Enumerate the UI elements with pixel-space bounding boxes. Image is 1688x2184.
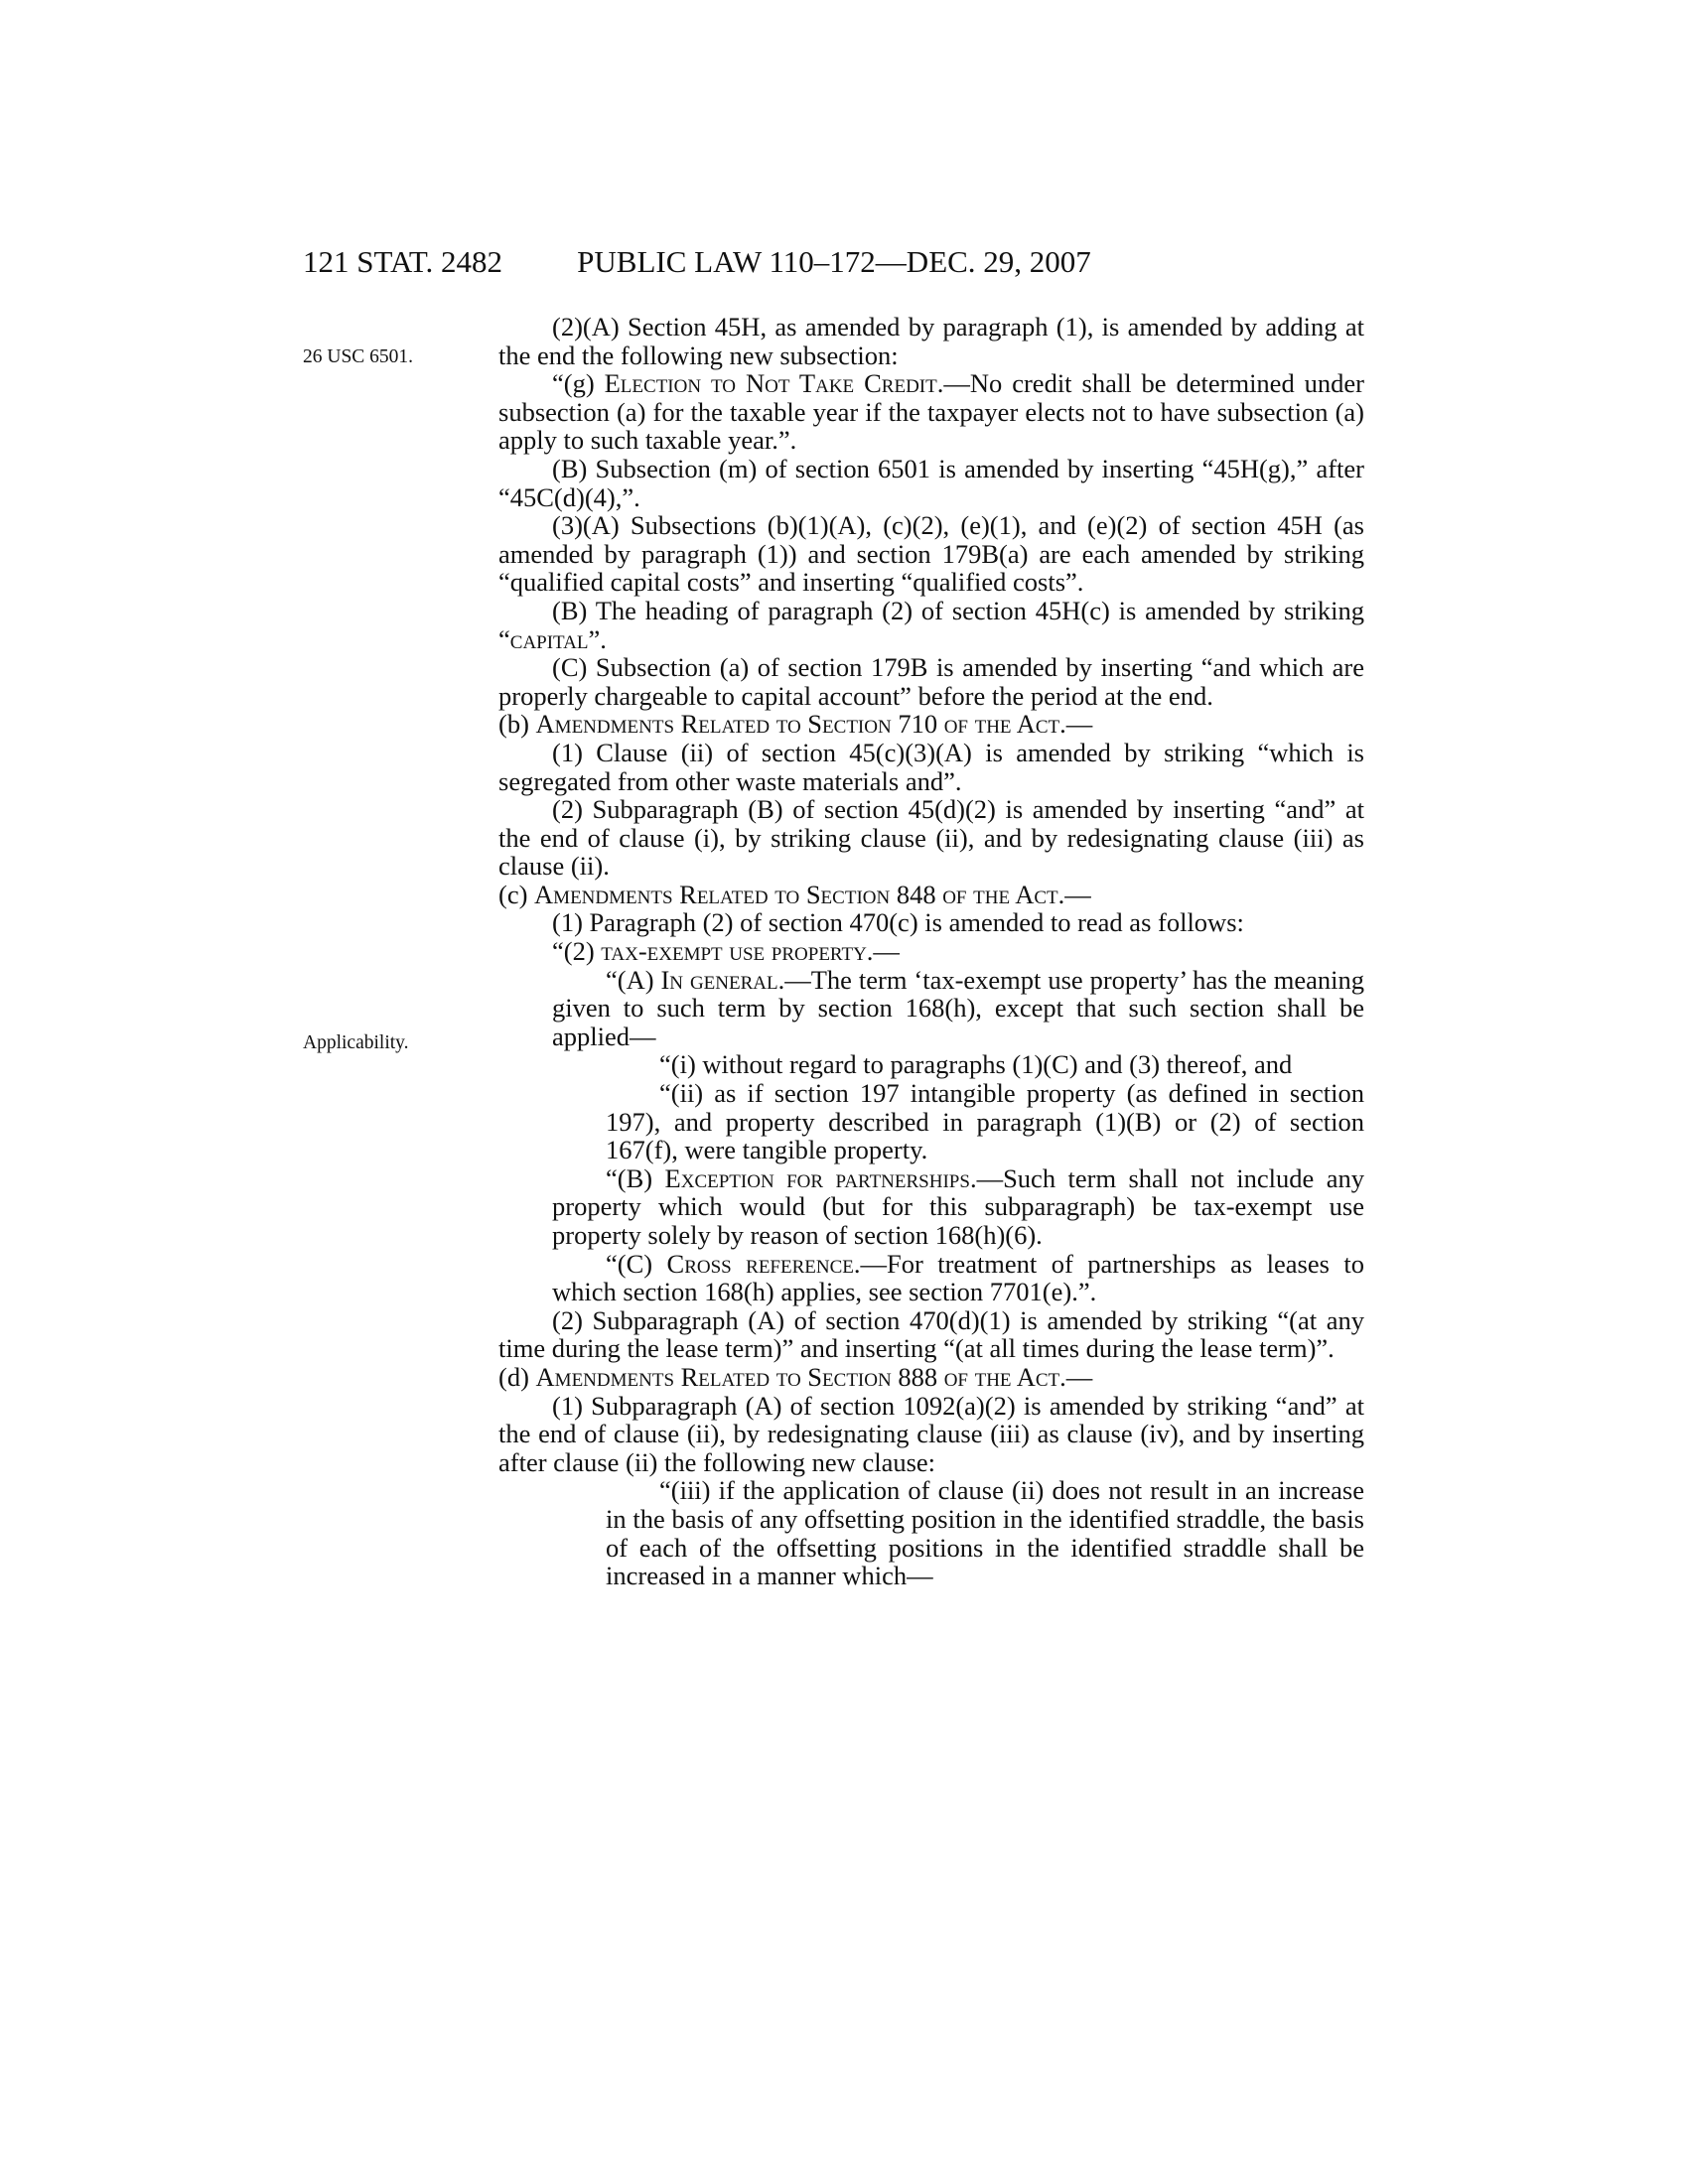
section-heading: (b) Amendments Related to Section 710 of the Act.— bbox=[498, 709, 1093, 740]
paragraph: (2)(A) Section 45H, as amended by paragraph (1), is amended by adding at the end the following new subsection: bbox=[498, 312, 1364, 370]
paragraph: (B) Subsection (m) of section 6501 is amended by inserting “45H(g),” after “45C(d)(4),”. bbox=[498, 453, 1364, 512]
document-body bbox=[498, 313, 1364, 1590]
paragraph: (3)(A) Subsections (b)(1)(A), (c)(2), (e)(1), and (e)(2) of section 45H (as amended by paragraph (1)) and section 179B(a) are each amended by striking “qualified capital costs” and inserting “qualified costs”. bbox=[498, 510, 1364, 598]
paragraph: “(C) Cross reference.—For treatment of partnerships as leases to which section 168(h) applies, see section 7701(e).”. bbox=[552, 1248, 1364, 1307]
paragraph: (C) Subsection (a) of section 179B is amended by inserting “and which are properly chargeable to capital account” before the period at the end. bbox=[498, 652, 1364, 711]
paragraph: “(A) In general.—The term ‘tax-exempt use property’ has the meaning given to such term by section 168(h), except that such section shall be applied— bbox=[552, 964, 1364, 1051]
margin-note-applicability: Applicability. bbox=[303, 1032, 409, 1053]
header-stat-citation: 121 STAT. 2482 bbox=[303, 244, 503, 279]
section-heading: (d) Amendments Related to Section 888 of the Act.— bbox=[498, 1361, 1093, 1392]
paragraph: “(i) without regard to paragraphs (1)(C) and (3) thereof, and bbox=[659, 1049, 1293, 1080]
section-heading: (c) Amendments Related to Section 848 of the Act.— bbox=[498, 879, 1091, 909]
margin-note-usc: 26 USC 6501. bbox=[303, 346, 414, 367]
paragraph: “(iii) if the application of clause (ii) does not result in an increase in the basis of any offsetting position in the identified straddle, the basis of each of the offsetting positions in the identified straddle shall be increased in a manner which— bbox=[606, 1475, 1364, 1591]
paragraph: (1) Subparagraph (A) of section 1092(a)(2) is amended by striking “and” at the end of clause (ii), by redesignating clause (iii) as clause (iv), and by inserting after clause (ii) the following new clause: bbox=[498, 1390, 1364, 1477]
paragraph: (2) Subparagraph (B) of section 45(d)(2) is amended by inserting “and” at the end of clause (i), by striking clause (ii), and by redesignating clause (iii) as clause (ii). bbox=[498, 794, 1364, 882]
paragraph: (1) Paragraph (2) of section 470(c) is amended to read as follows: bbox=[552, 907, 1244, 938]
paragraph: (B) The heading of paragraph (2) of section 45H(c) is amended by striking “capital”. bbox=[498, 595, 1364, 654]
paragraph: “(ii) as if section 197 intangible property (as defined in section 197), and property described in paragraph (1)(B) or (2) of section 167(f), were tangible property. bbox=[606, 1078, 1364, 1165]
paragraph: “(2) tax-exempt use property.— bbox=[552, 936, 900, 967]
paragraph: (1) Clause (ii) of section 45(c)(3)(A) is amended by striking “which is segregated from other waste materials and”. bbox=[498, 737, 1364, 796]
paragraph: “(B) Exception for partnerships.—Such term shall not include any property which would (but for this subparagraph) be tax-exempt use property solely by reason of section 168(h)(6). bbox=[552, 1162, 1364, 1250]
paragraph: (2) Subparagraph (A) of section 470(d)(1) is amended by striking “(at any time during the lease term)” and inserting “(at all times during the lease term)”. bbox=[498, 1304, 1364, 1364]
header-title: PUBLIC LAW 110–172—DEC. 29, 2007 bbox=[577, 244, 1091, 279]
paragraph: “(g) Election to Not Take Credit.—No credit shall be determined under subsection (a) for the taxable year if the taxpayer elects not to have subsection (a) apply to such taxable year.”. bbox=[498, 368, 1364, 456]
page-header bbox=[303, 244, 1365, 284]
